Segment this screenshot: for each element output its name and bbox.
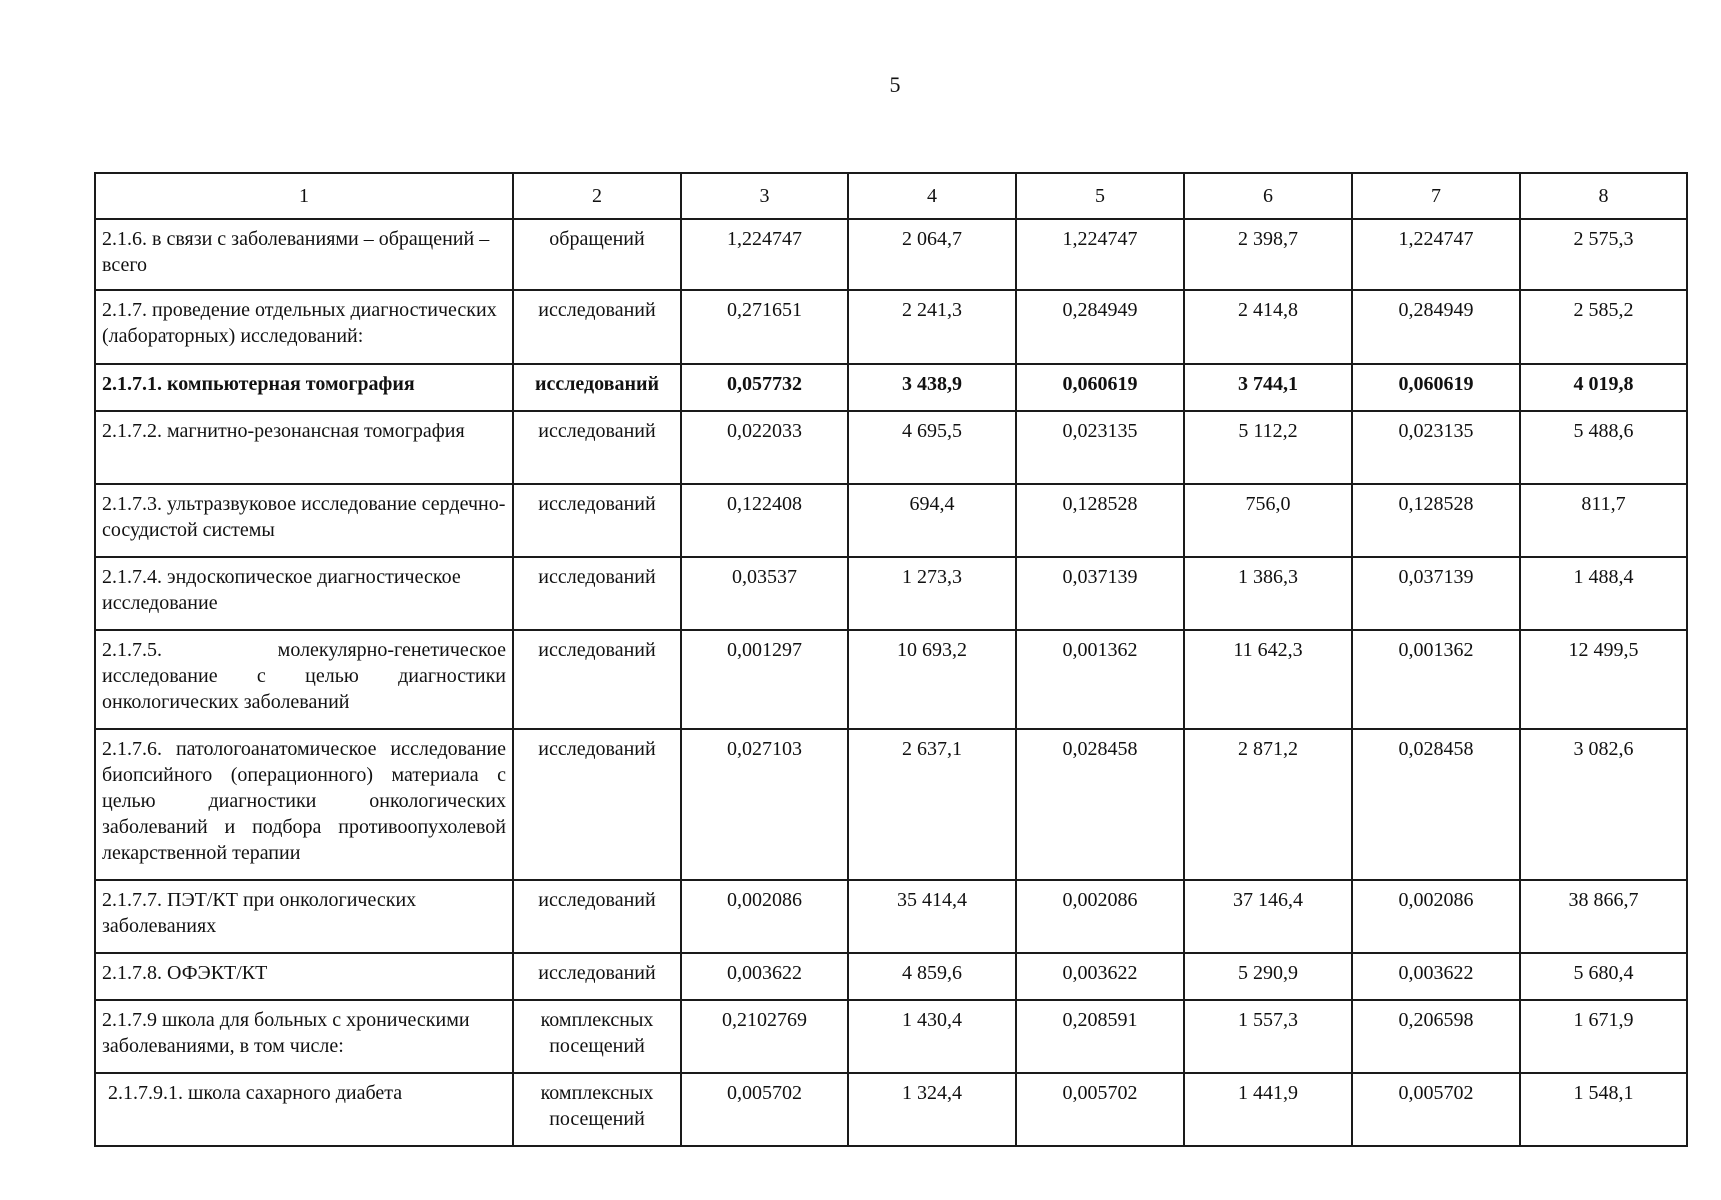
row-value: 1 273,3	[848, 557, 1016, 630]
table-row	[95, 1000, 1687, 1073]
row-value: 0,060619	[1352, 364, 1520, 411]
row-name: 2.1.7.7. ПЭТ/КТ при онкологических заболеваниях	[95, 880, 513, 953]
row-unit: исследований	[513, 953, 681, 1000]
row-value: 0,284949	[1016, 290, 1184, 364]
row-value: 1 488,4	[1520, 557, 1687, 630]
row-value: 0,284949	[1352, 290, 1520, 364]
table-row	[95, 290, 1687, 364]
row-value: 0,001362	[1016, 630, 1184, 729]
row-value: 1 671,9	[1520, 1000, 1687, 1073]
row-value: 2 585,2	[1520, 290, 1687, 364]
row-value: 0,002086	[1016, 880, 1184, 953]
column-header: 2	[513, 173, 681, 219]
row-value: 0,002086	[681, 880, 848, 953]
row-value: 0,005702	[1352, 1073, 1520, 1146]
row-value: 0,002086	[1352, 880, 1520, 953]
row-value: 5 112,2	[1184, 411, 1352, 484]
row-unit: исследований	[513, 290, 681, 364]
row-value: 0,028458	[1352, 729, 1520, 880]
row-value: 0,028458	[1016, 729, 1184, 880]
row-value: 0,037139	[1352, 557, 1520, 630]
row-value: 3 744,1	[1184, 364, 1352, 411]
row-value: 0,128528	[1016, 484, 1184, 557]
row-value: 0,022033	[681, 411, 848, 484]
row-name: 2.1.6. в связи с заболеваниями – обращений – всего	[95, 219, 513, 290]
row-value: 2 871,2	[1184, 729, 1352, 880]
column-header: 3	[681, 173, 848, 219]
table-row	[95, 411, 1687, 484]
row-unit: обращений	[513, 219, 681, 290]
row-unit: комплексных посещений	[513, 1000, 681, 1073]
row-value: 12 499,5	[1520, 630, 1687, 729]
row-value: 694,4	[848, 484, 1016, 557]
row-value: 2 398,7	[1184, 219, 1352, 290]
table-row	[95, 1073, 1687, 1146]
row-value: 5 680,4	[1520, 953, 1687, 1000]
row-value: 35 414,4	[848, 880, 1016, 953]
row-value: 0,2102769	[681, 1000, 848, 1073]
row-value: 0,023135	[1352, 411, 1520, 484]
row-value: 1 441,9	[1184, 1073, 1352, 1146]
row-value: 2 575,3	[1520, 219, 1687, 290]
row-value: 1,224747	[1352, 219, 1520, 290]
row-value: 0,005702	[681, 1073, 848, 1146]
column-header: 1	[95, 173, 513, 219]
row-value: 3 082,6	[1520, 729, 1687, 880]
row-value: 0,208591	[1016, 1000, 1184, 1073]
row-name: 2.1.7.9 школа для больных с хроническими заболеваниями, в том числе:	[95, 1000, 513, 1073]
row-unit: исследований	[513, 364, 681, 411]
row-value: 0,005702	[1016, 1073, 1184, 1146]
table-row	[95, 953, 1687, 1000]
table-row	[95, 219, 1687, 290]
page-number: 5	[889, 72, 901, 97]
table-row	[95, 630, 1687, 729]
row-value: 0,001297	[681, 630, 848, 729]
column-header: 6	[1184, 173, 1352, 219]
row-value: 811,7	[1520, 484, 1687, 557]
row-value: 2 637,1	[848, 729, 1016, 880]
row-value: 1 324,4	[848, 1073, 1016, 1146]
row-value: 0,122408	[681, 484, 848, 557]
row-value: 0,271651	[681, 290, 848, 364]
column-header: 4	[848, 173, 1016, 219]
column-header: 5	[1016, 173, 1184, 219]
row-name: 2.1.7. проведение отдельных диагностических (лабораторных) исследований:	[95, 290, 513, 364]
row-unit: исследований	[513, 411, 681, 484]
row-name: 2.1.7.1. компьютерная томография	[95, 364, 513, 411]
row-value: 0,001362	[1352, 630, 1520, 729]
row-value: 4 695,5	[848, 411, 1016, 484]
row-value: 5 488,6	[1520, 411, 1687, 484]
table-row	[95, 364, 1687, 411]
row-name: 2.1.7.9.1. школа сахарного диабета	[95, 1073, 513, 1146]
table-row	[95, 880, 1687, 953]
row-value: 0,206598	[1352, 1000, 1520, 1073]
row-value: 38 866,7	[1520, 880, 1687, 953]
row-value: 0,023135	[1016, 411, 1184, 484]
row-value: 37 146,4	[1184, 880, 1352, 953]
row-value: 0,03537	[681, 557, 848, 630]
row-value: 0,057732	[681, 364, 848, 411]
row-name: 2.1.7.4. эндоскопическое диагностическое исследование	[95, 557, 513, 630]
row-name: 2.1.7.2. магнитно-резонансная томография	[95, 411, 513, 484]
column-header: 7	[1352, 173, 1520, 219]
row-value: 11 642,3	[1184, 630, 1352, 729]
row-name: 2.1.7.3. ультразвуковое исследование сердечно-сосудистой системы	[95, 484, 513, 557]
row-value: 2 414,8	[1184, 290, 1352, 364]
data-table	[94, 172, 1688, 1147]
row-unit: исследований	[513, 630, 681, 729]
row-unit: исследований	[513, 729, 681, 880]
row-unit: комплексных посещений	[513, 1073, 681, 1146]
row-value: 0,003622	[681, 953, 848, 1000]
row-name: 2.1.7.8. ОФЭКТ/КТ	[95, 953, 513, 1000]
table-row	[95, 484, 1687, 557]
row-value: 756,0	[1184, 484, 1352, 557]
row-name: 2.1.7.6. патологоанатомическое исследование биопсийного (операционного) материала с целью диагностики онкологических заболеваний и подбора противоопухолевой лекарственной терапии	[95, 729, 513, 880]
row-value: 0,060619	[1016, 364, 1184, 411]
row-value: 3 438,9	[848, 364, 1016, 411]
row-value: 0,128528	[1352, 484, 1520, 557]
row-value: 1 548,1	[1520, 1073, 1687, 1146]
row-value: 0,003622	[1016, 953, 1184, 1000]
row-unit: исследований	[513, 557, 681, 630]
row-value: 1 557,3	[1184, 1000, 1352, 1073]
row-value: 10 693,2	[848, 630, 1016, 729]
row-value: 1,224747	[681, 219, 848, 290]
header-row	[95, 173, 1687, 219]
row-name: 2.1.7.5. молекулярно-генетическое исследование с целью диагностики онкологических заболеваний	[95, 630, 513, 729]
row-value: 2 241,3	[848, 290, 1016, 364]
table-row	[95, 729, 1687, 880]
row-value: 1,224747	[1016, 219, 1184, 290]
row-value: 1 386,3	[1184, 557, 1352, 630]
row-value: 0,037139	[1016, 557, 1184, 630]
row-value: 4 859,6	[848, 953, 1016, 1000]
column-header: 8	[1520, 173, 1687, 219]
row-value: 5 290,9	[1184, 953, 1352, 1000]
row-value: 4 019,8	[1520, 364, 1687, 411]
row-value: 1 430,4	[848, 1000, 1016, 1073]
row-value: 0,003622	[1352, 953, 1520, 1000]
row-unit: исследований	[513, 484, 681, 557]
row-unit: исследований	[513, 880, 681, 953]
table-row	[95, 557, 1687, 630]
row-value: 0,027103	[681, 729, 848, 880]
row-value: 2 064,7	[848, 219, 1016, 290]
